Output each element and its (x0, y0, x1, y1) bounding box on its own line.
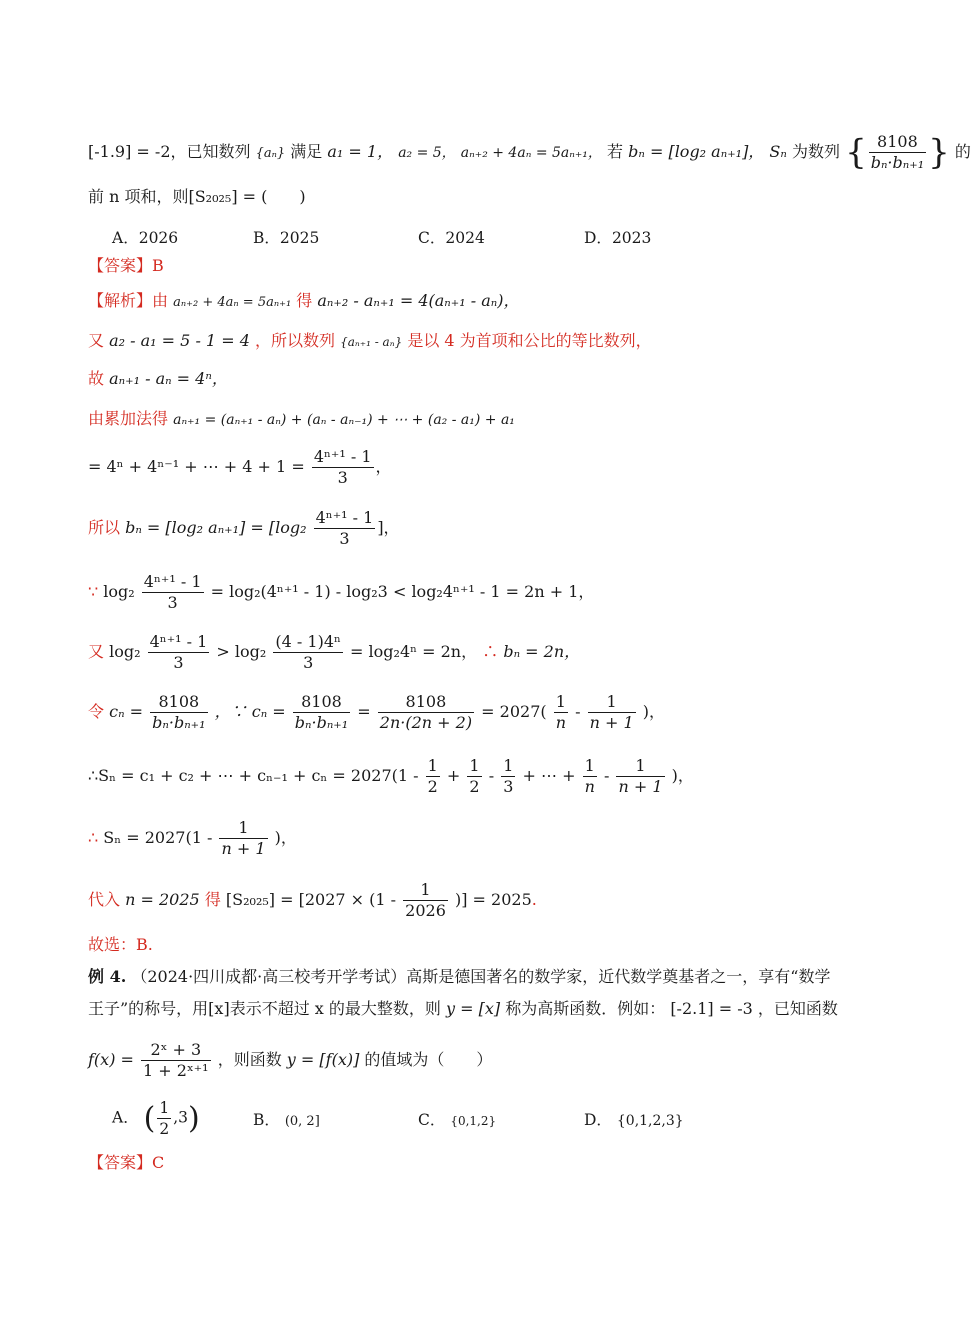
math-expression: aₙ₊₁ = (aₙ₊₁ - aₙ) + (aₙ - aₙ₋₁) + ⋯ + (a₂ - a₁) + a₁ (173, 412, 515, 428)
analysis-text: 又 (88, 331, 105, 350)
option-a (112, 226, 178, 248)
math-expression: y = [x] (445, 999, 501, 1018)
analysis-line8 (88, 632, 580, 673)
fraction-denominator: 3 (339, 529, 350, 548)
problem-text: ，则函数 (217, 1050, 282, 1069)
conclusion-text: 故选：B. (88, 935, 153, 954)
math-expression: + (446, 766, 461, 785)
fraction-numerator: 1 (403, 880, 448, 901)
problem-text: 前 n 项和，则[S₂₀₂₅] = ( ) (88, 187, 306, 206)
analysis-text: 是以 4 为首项和公比的等比数列， (407, 331, 652, 350)
fraction-denominator: 1 + 2ˣ⁺¹ (143, 1061, 209, 1080)
math-expression: = 2027( (481, 702, 547, 721)
math-expression: n = 2025 (125, 890, 200, 909)
math-expression: bₙ = 2n， (503, 642, 581, 661)
option-value: 2026 (138, 229, 179, 247)
math-expression: - (575, 702, 581, 721)
fraction (501, 756, 515, 797)
problem4-line2 (88, 998, 838, 1020)
analysis-text: 代入 (88, 890, 121, 909)
fraction-numerator: (4 - 1)4ⁿ (275, 632, 341, 651)
fraction (426, 756, 440, 797)
problem-text: 满足 (290, 142, 323, 161)
analysis-line11 (88, 818, 297, 859)
math-expression: aₙ₊₂ - aₙ₊₁ = 4(aₙ₊₁ - aₙ)， (317, 291, 520, 310)
fraction (219, 818, 267, 859)
fraction-numerator: 8108 (378, 692, 474, 713)
math-expression: - (488, 766, 495, 785)
analysis-line1 (88, 290, 519, 314)
right-paren: ) (188, 1101, 200, 1136)
math-expression: ∴Sₙ = c₁ + c₂ + ⋯ + cₙ₋₁ + cₙ = 2027(1 - (88, 766, 419, 785)
fraction-numerator: 4ⁿ⁺¹ - 1 (315, 508, 374, 527)
answer-text: 【答案】C (88, 1153, 165, 1172)
math-expression: cₙ = (109, 702, 144, 721)
problem-text: 为数列 (791, 142, 840, 161)
fraction-denominator: n + 1 (589, 713, 634, 732)
option-c (418, 1108, 496, 1130)
fraction (588, 692, 636, 733)
fraction-numerator: 1 (583, 756, 597, 777)
fraction-denominator: 3 (503, 777, 514, 796)
fraction-numerator: 1 (503, 756, 514, 775)
math-expression: aₙ₊₂ + 4aₙ = 5aₙ₊₁， (460, 145, 602, 161)
math-expression: + ⋯ + (522, 766, 576, 785)
left-brace: { (845, 132, 867, 173)
analysis-symbol: ∴ (482, 642, 499, 661)
math-expression: f(x) = (88, 1050, 134, 1069)
analysis-text: 得 (296, 291, 313, 310)
fraction-denominator: 2026 (405, 901, 446, 920)
analysis-symbol: ∴ (88, 828, 99, 847)
math-expression: )， (642, 702, 666, 721)
problem-text: 若 (607, 142, 624, 161)
option-value: 2023 (611, 229, 652, 247)
fraction-numerator: 8108 (150, 692, 207, 713)
fraction-denominator: 3 (303, 653, 314, 672)
analysis-text: ，所以数列 (254, 331, 335, 350)
analysis-text: 又 (88, 642, 105, 661)
fraction-numerator: 1 (159, 1099, 170, 1117)
analysis-symbol: ∵ (88, 582, 99, 601)
fraction-denominator: 2n·(2n + 2) (379, 713, 473, 732)
option-b (253, 1108, 320, 1130)
fraction-numerator: 1 (469, 756, 480, 775)
analysis-text: . (531, 890, 537, 909)
option-key: D． (584, 1111, 612, 1129)
analysis-line2 (88, 330, 652, 353)
option-value: 2024 (445, 229, 485, 247)
problem-text: 的 (954, 142, 971, 161)
option-key: A． (112, 1108, 139, 1127)
analysis-text: 由 (152, 291, 169, 310)
problem-text: 称为高斯函数．例如： (505, 999, 666, 1018)
option-key: A． (112, 229, 139, 247)
fraction (312, 447, 374, 488)
math-expression: ]， (377, 518, 400, 537)
math-expression: = (357, 702, 371, 721)
fraction-denominator: 3 (337, 468, 348, 487)
math-expression: ，∵ cₙ = (214, 702, 286, 721)
option-d (584, 1108, 684, 1130)
problem-text: [-1.9] = -2，已知数列 (88, 142, 251, 161)
fraction-denominator: bₙ·bₙ₊₁ (152, 713, 206, 732)
problem-text: 王子”的称号，用[x]表示不超过 x 的最大整数，则 (88, 999, 441, 1018)
fraction-denominator: bₙ·bₙ₊₁ (870, 153, 925, 172)
answer-label (88, 255, 164, 277)
analysis-line6 (88, 508, 400, 549)
math-expression: Sₙ = 2027(1 - (103, 828, 213, 847)
option-value: {0,1,2,3} (616, 1113, 684, 1129)
option-key: C． (418, 229, 446, 247)
analysis-line12 (88, 880, 537, 921)
fraction (293, 692, 350, 733)
fraction (142, 572, 204, 613)
fraction-numerator: 1 (554, 692, 568, 713)
analysis-line3 (88, 368, 228, 390)
fraction-denominator: 2 (469, 777, 480, 796)
math-expression: bₙ = [log₂ aₙ₊₁] = [log₂ (125, 518, 307, 537)
fraction-numerator: 8108 (869, 132, 926, 153)
answer-text: 【答案】B (88, 256, 164, 275)
fraction-denominator: n (555, 713, 567, 732)
fraction (378, 692, 474, 733)
math-expression: y = [f(x)] (286, 1050, 360, 1069)
analysis-text: 得 (204, 890, 221, 909)
math-expression: {aₙ} (255, 146, 286, 161)
math-expression: [-2.1] = -3 (670, 999, 753, 1018)
analysis-text: 所以 (88, 518, 121, 537)
analysis-label: 【解析】 (88, 291, 153, 310)
problem3-line1 (88, 132, 971, 173)
fraction-denominator: bₙ·bₙ₊₁ (294, 713, 349, 732)
math-expression: aₙ₊₁ - aₙ = 4ⁿ， (109, 369, 228, 388)
problem4-line3 (88, 1040, 492, 1081)
problem4-line1 (88, 966, 830, 988)
fraction (554, 692, 568, 733)
fraction-numerator: 1 (616, 756, 664, 777)
option-key: B． (253, 229, 280, 247)
option-key: B． (253, 1111, 280, 1129)
left-paren: ( (143, 1101, 156, 1136)
fraction (150, 692, 207, 733)
option-c (418, 226, 485, 248)
option-key: D． (584, 229, 612, 247)
fraction (403, 880, 448, 921)
fraction-denominator: n + 1 (618, 777, 663, 796)
analysis-text: 令 (88, 702, 105, 721)
fraction (157, 1098, 171, 1139)
math-expression: = 4ⁿ + 4ⁿ⁻¹ + ⋯ + 4 + 1 = (88, 457, 305, 476)
fraction (273, 632, 343, 673)
fraction-denominator: n (584, 777, 595, 796)
math-expression: > log₂ (216, 642, 267, 661)
math-expression: a₂ - a₁ = 5 - 1 = 4 (109, 331, 250, 350)
fraction-denominator: n + 1 (221, 839, 266, 858)
option-value: (0, 2] (284, 1114, 320, 1129)
math-expression: a₁ = 1， (327, 142, 394, 161)
analysis-line10 (88, 756, 694, 797)
math-expression: )， (671, 766, 694, 785)
math-expression: a₂ = 5， (398, 145, 456, 161)
fraction (141, 1040, 211, 1081)
conclusion (88, 934, 153, 956)
option-a (112, 1098, 200, 1139)
option-value: ,3 (173, 1108, 189, 1127)
problem3-line2 (88, 186, 306, 208)
option-d (584, 226, 651, 248)
analysis-line7 (88, 572, 594, 613)
fraction (616, 756, 664, 797)
math-expression: - (603, 766, 610, 785)
analysis-line5 (88, 447, 392, 488)
option-value: 2025 (279, 229, 320, 247)
answer-label (88, 1152, 164, 1174)
fraction-numerator: 1 (219, 818, 267, 839)
fraction-denominator: 2 (427, 777, 438, 796)
option-key: C． (418, 1111, 446, 1129)
math-expression: [S₂₀₂₅] = [2027 × (1 - (225, 890, 397, 909)
option-b (253, 226, 319, 248)
problem-text: （2024·四川成都·高三校考开学考试）高斯是德国著名的数学家，近代数学奠基者之一，享有“数学 (131, 967, 831, 986)
fraction-denominator: 2 (159, 1120, 170, 1138)
fraction (467, 756, 481, 797)
example-label: 例 4. (88, 967, 127, 986)
fraction (314, 508, 376, 549)
analysis-line4 (88, 408, 515, 431)
math-expression: {aₙ₊₁ - aₙ} (340, 335, 403, 349)
math-expression: Sₙ (769, 142, 787, 161)
math-expression: )] = 2025 (454, 890, 532, 909)
fraction-numerator: 4ⁿ⁺¹ - 1 (313, 447, 372, 466)
math-expression: aₙ₊₂ + 4aₙ = 5aₙ₊₁ (173, 295, 292, 310)
fraction-denominator: 3 (173, 653, 184, 672)
fraction-numerator: 1 (427, 756, 438, 775)
fraction (148, 632, 210, 673)
option-value: {0,1,2} (450, 1114, 497, 1128)
fraction (869, 132, 926, 173)
problem-text: ，已知函数 (757, 999, 838, 1018)
analysis-line9 (88, 692, 665, 733)
problem-text: 的值域为（ ） (364, 1050, 493, 1069)
math-expression: log₂ (103, 582, 135, 601)
fraction-denominator: 3 (167, 593, 178, 612)
math-expression: = log₂(4ⁿ⁺¹ - 1) - log₂3 < log₂4ⁿ⁺¹ - 1 = 2n + 1， (210, 582, 595, 601)
fraction (583, 756, 597, 797)
math-expression: log₂ (109, 642, 141, 661)
right-brace: } (928, 132, 950, 173)
fraction-numerator: 1 (588, 692, 636, 713)
math-expression: = log₂4ⁿ = 2n， (350, 642, 478, 661)
math-expression: )， (274, 828, 297, 847)
fraction-numerator: 8108 (293, 692, 350, 713)
fraction-numerator: 2ˣ + 3 (141, 1040, 211, 1061)
fraction-numerator: 4ⁿ⁺¹ - 1 (143, 572, 202, 591)
fraction-numerator: 4ⁿ⁺¹ - 1 (149, 632, 208, 651)
analysis-text: 由累加法得 (88, 409, 169, 428)
math-expression: ， (375, 457, 392, 476)
math-expression: bₙ = [log₂ aₙ₊₁]， (628, 142, 765, 161)
analysis-text: 故 (88, 369, 105, 388)
